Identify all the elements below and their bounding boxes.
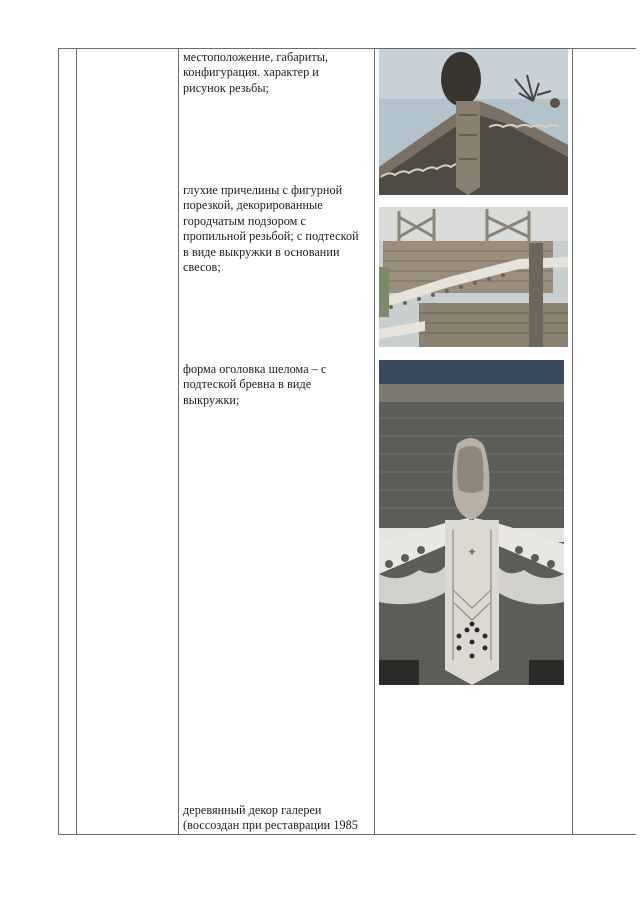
table-bottom-border: [58, 834, 636, 835]
gallery-bargeboard-photo: [379, 207, 568, 347]
table-column-divider: [374, 48, 375, 835]
table-column-divider: [58, 48, 59, 835]
description-text: глухие причелины с фигурной порезкой, декорированные городчатым подзором с пропильной резьбой; с подтеской в виде выкружки в основании свесов;: [183, 183, 359, 275]
description-text: местоположение, габариты, конфигурация. характер и рисунок резьбы;: [183, 50, 329, 95]
description-text: деревянный декор галереи (воссоздан при реставрации 1985: [183, 803, 358, 833]
description-text: форма оголовка шелома – с подтеской бревна в виде выкружки;: [183, 362, 327, 407]
table-column-divider: [76, 48, 77, 835]
table-column-divider: [178, 48, 179, 835]
eave-pendant-photo: [379, 49, 568, 195]
svg-text:✦: ✦: [466, 545, 478, 559]
ridge-log-end-photo: [379, 360, 564, 685]
table-column-divider: [572, 48, 573, 835]
